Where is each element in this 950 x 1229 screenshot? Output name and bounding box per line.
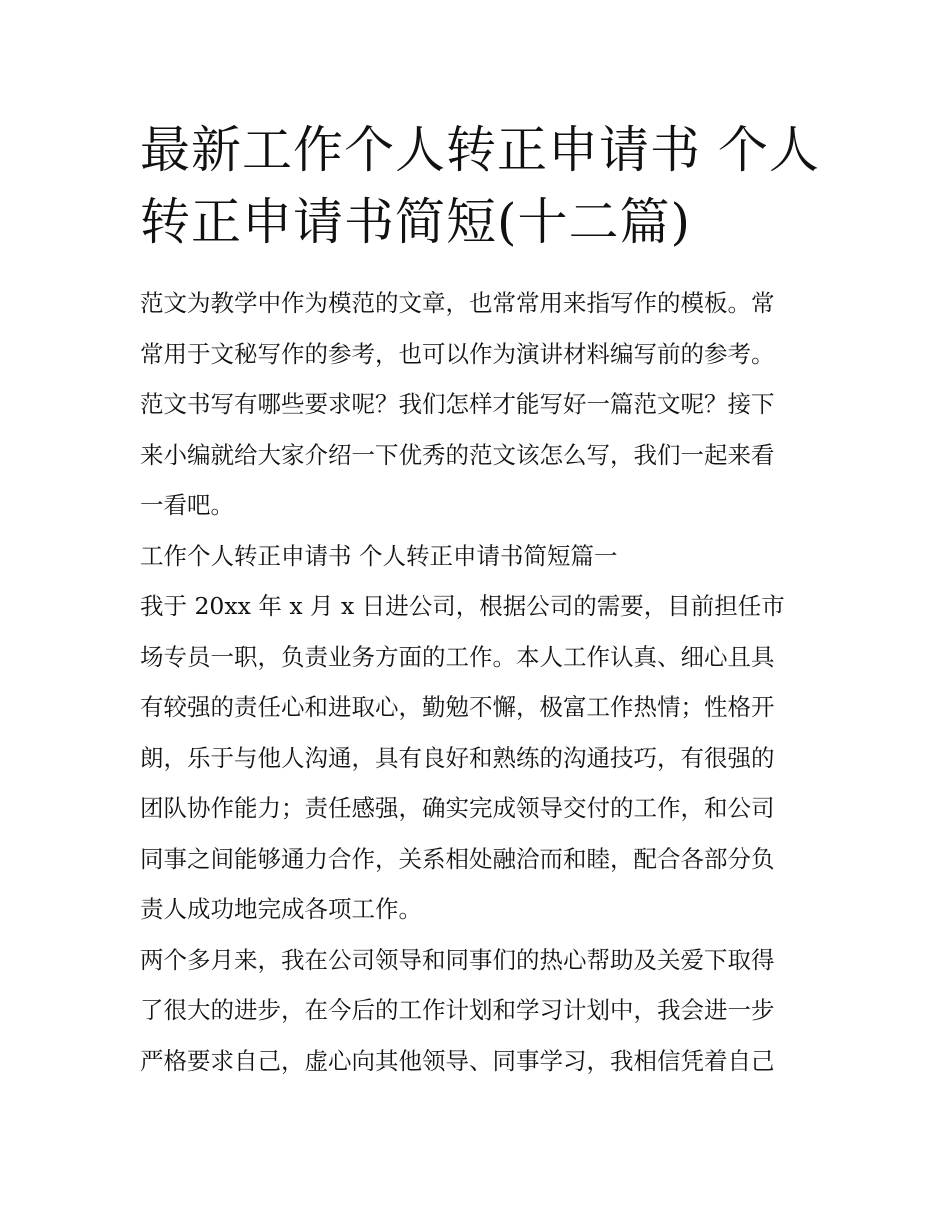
section-heading: 工作个人转正申请书 个人转正申请书简短篇一 xyxy=(140,541,618,570)
text-line: 两个多月来，我在公司领导和同事们的热心帮助及关爱下取得 xyxy=(140,945,775,974)
text-line: 了很大的进步，在今后的工作计划和学习计划中，我会进一步 xyxy=(140,996,775,1024)
document-body xyxy=(140,278,820,1086)
text-line: 场专员一职，负责业务方面的工作。本人工作认真、细心且具 xyxy=(140,642,775,671)
text-line: 范文书写有哪些要求呢？我们怎样才能写好一篇范文呢？接下 xyxy=(140,390,775,418)
text-line: 有较强的责任心和进取心，勤勉不懈，极富工作热情；性格开 xyxy=(140,693,775,721)
text-line: 团队协作能力；责任感强，确实完成领导交付的工作，和公司 xyxy=(140,794,775,822)
text-line: 常用于文秘写作的参考，也可以作为演讲材料编写前的参考。 xyxy=(140,339,775,368)
text-line: 严格要求自己，虚心向其他领导、同事学习，我相信凭着自己 xyxy=(140,1046,775,1075)
title-line: 转正申请书简短(十二篇) xyxy=(140,193,692,251)
text-line: 范文为教学中作为模范的文章，也常常用来指写作的模板。常 xyxy=(140,289,775,317)
text-line: 同事之间能够通力合作，关系相处融洽而和睦，配合各部分负 xyxy=(140,844,775,873)
title-line: 最新工作个人转正申请书 个人 xyxy=(140,121,820,179)
text-line: 朗，乐于与他人沟通，具有良好和熟练的沟通技巧，有很强的 xyxy=(140,743,775,772)
text-line: 我于 20xx 年 x 月 x 日进公司，根据公司的需要，目前担任市 xyxy=(140,592,785,620)
text-line: 来小编就给大家介绍一下优秀的范文该怎么写，我们一起来看 xyxy=(140,440,775,469)
text-line: 一看吧。 xyxy=(140,491,234,519)
document-title xyxy=(140,114,830,258)
text-line: 责人成功地完成各项工作。 xyxy=(140,895,422,923)
